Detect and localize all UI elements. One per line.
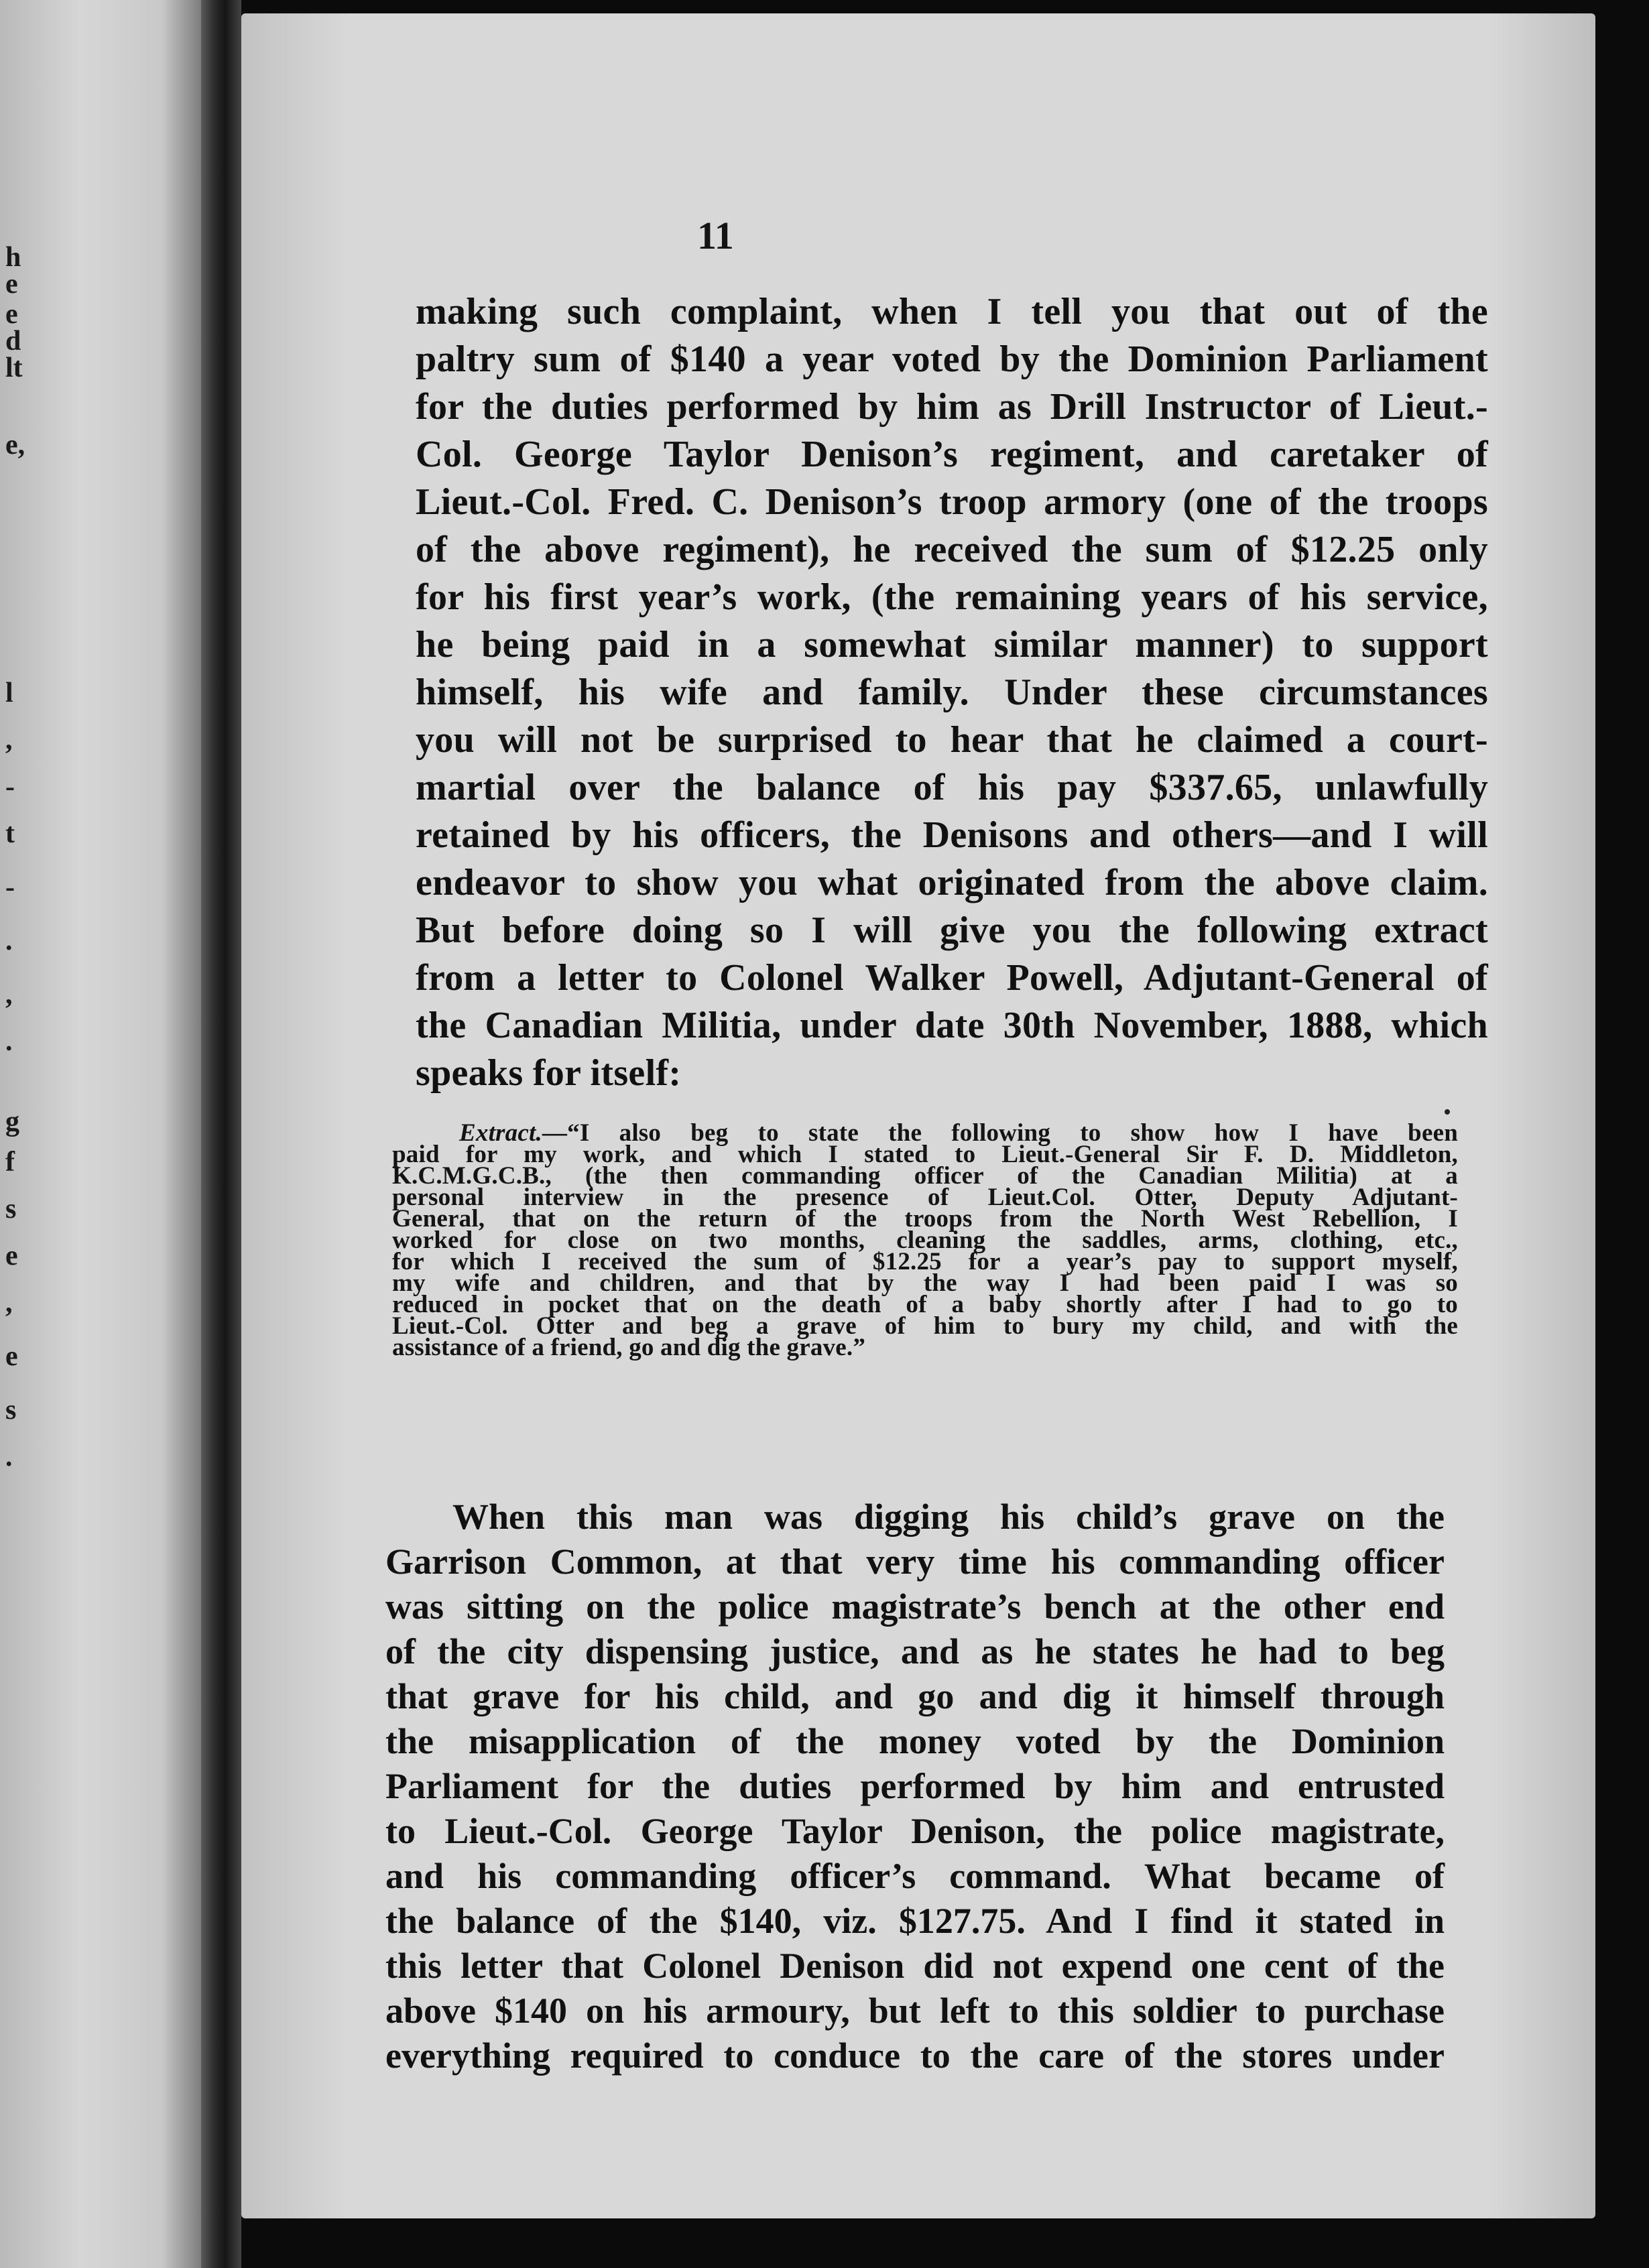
extract-line: assistance of a friend, go and dig the grave.” bbox=[392, 1334, 866, 1361]
margin-fragment: f bbox=[5, 1147, 15, 1178]
margin-fragment: s bbox=[5, 1395, 17, 1426]
extract-line: Lieut.-Col. Otter and beg a grave of him to bury my child, and with the bbox=[392, 1312, 1458, 1340]
margin-fragment: . bbox=[5, 1026, 13, 1057]
text-line: of the city dispensing justice, and as he states he had to beg bbox=[385, 1631, 1445, 1672]
margin-fragment: g bbox=[5, 1107, 19, 1137]
extract-line: my wife and children, and that by the way I had been paid I was so bbox=[392, 1269, 1458, 1297]
text-line: speaks for itself: bbox=[416, 1052, 682, 1094]
margin-fragment: d bbox=[5, 326, 21, 357]
paragraph-second bbox=[385, 1495, 1445, 2078]
margin-fragment: s bbox=[5, 1194, 17, 1224]
extract-line-text: —“I also beg to state the following to show how I have been bbox=[542, 1119, 1458, 1147]
page-number: 11 bbox=[697, 214, 734, 257]
margin-fragment: . bbox=[5, 926, 13, 956]
text-line: himself, his wife and family. Under these circumstances bbox=[416, 672, 1488, 713]
margin-fragment: . bbox=[5, 1442, 13, 1472]
text-line: and his commanding officer’s command. What became of bbox=[385, 1856, 1445, 1896]
text-line: retained by his officers, the Denisons and others—and I will bbox=[416, 814, 1488, 856]
text-line: for his first year’s work, (the remaining years of his service, bbox=[416, 576, 1488, 618]
margin-fragment: - bbox=[5, 872, 15, 903]
text-line: Col. George Taylor Denison’s regiment, and caretaker of bbox=[416, 434, 1488, 475]
extract-lead: Extract. bbox=[459, 1119, 542, 1147]
text-line: was sitting on the police magistrate’s bench at the other end bbox=[385, 1586, 1445, 1627]
text-line: this letter that Colonel Denison did not expend one cent of the bbox=[385, 1946, 1445, 1986]
extract-line: paid for my work, and which I stated to Lieut.-General Sir F. D. Middleton, bbox=[392, 1141, 1458, 1168]
text-line: the misapplication of the money voted by the Dominion bbox=[385, 1721, 1445, 1761]
margin-fragment: e bbox=[5, 1241, 18, 1271]
extract-line: for which I received the sum of $12.25 for a year’s pay to support myself, bbox=[392, 1248, 1458, 1275]
text-line: above $140 on his armoury, but left to this soldier to purchase bbox=[385, 1991, 1445, 2031]
margin-fragment: e bbox=[5, 269, 18, 300]
text-line: endeavor to show you what originated from the above claim. bbox=[416, 862, 1488, 903]
text-line: you will not be surprised to hear that he claimed a court- bbox=[416, 719, 1488, 761]
extract-line: General, that on the return of the troops from the North West Rebellion, I bbox=[392, 1205, 1458, 1233]
text-line: Parliament for the duties performed by him and entrusted bbox=[385, 1766, 1445, 1806]
text-line: martial over the balance of his pay $337.65, unlawfully bbox=[416, 767, 1488, 808]
speck-mark bbox=[1445, 1109, 1450, 1115]
extract-line: K.C.M.G.C.B., (the then commanding officer of the Canadian Militia) at a bbox=[392, 1162, 1458, 1190]
margin-fragment: e bbox=[5, 1341, 18, 1372]
text-line: of the above regiment), he received the sum of $12.25 only bbox=[416, 529, 1488, 570]
text-line: the Canadian Militia, under date 30th November, 1888, which bbox=[416, 1005, 1488, 1046]
extract-line: personal interview in the presence of Lieut.Col. Otter, Deputy Adjutant- bbox=[392, 1184, 1458, 1211]
margin-fragment: - bbox=[5, 771, 15, 802]
text-line: Garrison Common, at that very time his commanding officer bbox=[385, 1541, 1445, 1582]
text-line: the balance of the $140, viz. $127.75. And I find it stated in bbox=[385, 1901, 1445, 1941]
text-line: from a letter to Colonel Walker Powell, Adjutant-General of bbox=[416, 957, 1488, 999]
extract-line: worked for close on two months, cleaning the saddles, arms, clothing, etc., bbox=[392, 1226, 1458, 1254]
letter-extract bbox=[392, 1119, 1458, 1361]
previous-page-margin-text bbox=[0, 241, 40, 2252]
text-line: paltry sum of $140 a year voted by the Dominion Parliament bbox=[416, 338, 1488, 380]
text-line: to Lieut.-Col. George Taylor Denison, the police magistrate, bbox=[385, 1811, 1445, 1851]
margin-fragment: e bbox=[5, 299, 18, 330]
text-line: When this man was digging his child’s grave on the bbox=[452, 1497, 1445, 1537]
extract-line: reduced in pocket that on the death of a baby shortly after I had to go to bbox=[392, 1291, 1458, 1318]
margin-fragment: , bbox=[5, 1287, 13, 1318]
text-line: that grave for his child, and go and dig it himself through bbox=[385, 1676, 1445, 1716]
text-line: But before doing so I will give you the following extract bbox=[416, 909, 1488, 951]
margin-fragment: , bbox=[5, 979, 13, 1010]
book-gutter bbox=[201, 0, 241, 2268]
margin-fragment: lt bbox=[5, 353, 23, 383]
text-line: for the duties performed by him as Drill Instructor of Lieut.- bbox=[416, 386, 1488, 428]
margin-fragment: t bbox=[5, 818, 15, 849]
text-line: making such complaint, when I tell you that out of the bbox=[416, 291, 1488, 332]
margin-fragment: , bbox=[5, 724, 13, 755]
margin-fragment: h bbox=[5, 242, 21, 273]
paragraph-main bbox=[416, 288, 1488, 1097]
margin-fragment: l bbox=[5, 678, 13, 708]
text-line: Lieut.-Col. Fred. C. Denison’s troop armory (one of the troops bbox=[416, 481, 1488, 523]
text-line: everything required to conduce to the care of the stores under bbox=[385, 2035, 1445, 2076]
margin-fragment: e, bbox=[5, 430, 25, 460]
text-line: he being paid in a somewhat similar manner) to support bbox=[416, 624, 1488, 666]
